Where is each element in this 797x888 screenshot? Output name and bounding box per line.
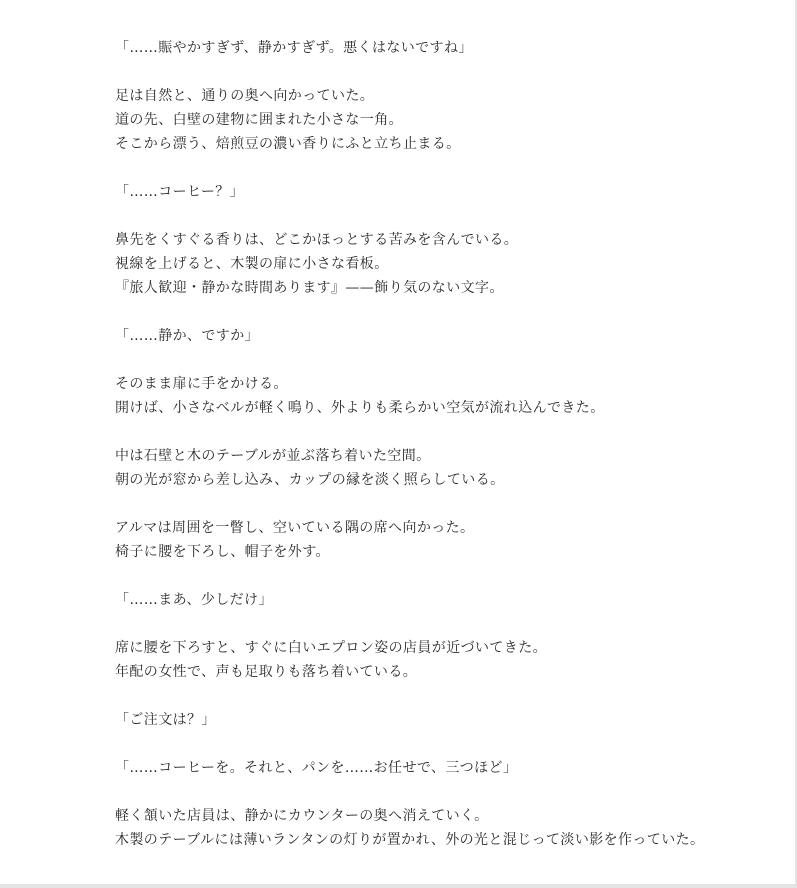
- blank-line: [115, 348, 775, 372]
- text-line: 「……静か、ですか」: [115, 328, 259, 344]
- text-line: アルマは周囲を一瞥し、空いている隅の席へ向かった。: [115, 520, 475, 536]
- blank-line: [115, 156, 775, 180]
- text-line: 『旅人歓迎・静かな時間あります』——飾り気のない文字。: [115, 280, 504, 296]
- text-line: 椅子に腰を下ろし、帽子を外す。: [115, 544, 330, 560]
- blank-line: [115, 612, 775, 636]
- blank-line: [115, 204, 775, 228]
- text-line: 開けば、小さなベルが軽く鳴り、外よりも柔らかい空気が流れ込んできた。: [115, 400, 605, 416]
- text-line: 中は石壁と木のテーブルが並ぶ落ち着いた空間。: [115, 448, 431, 464]
- text-line: 「……まあ、少しだけ」: [115, 592, 273, 608]
- blank-line: [115, 564, 775, 588]
- text-line: 「……コーヒー？」: [115, 184, 245, 200]
- text-line: 朝の光が窓から差し込み、カップの縁を淡く照らしている。: [115, 472, 505, 488]
- text-line: 席に腰を下ろすと、すぐに白いエプロン姿の店員が近づいてきた。: [115, 640, 547, 656]
- text-line: 「……賑やかすぎず、静かすぎず。悪くはないですね」: [115, 40, 473, 56]
- text-line: 「……コーヒーを。それと、パンを……お任せで、三つほど」: [115, 760, 518, 776]
- blank-line: [115, 300, 775, 324]
- text-line: 鼻先をくすぐる香りは、どこかほっとする苦みを含んでいる。: [115, 232, 519, 248]
- text-line: 年配の女性で、声も足取りも落ち着いている。: [115, 664, 418, 680]
- blank-line: [115, 492, 775, 516]
- blank-line: [115, 60, 775, 84]
- text-line: 足は自然と、通りの奥へ向かっていた。: [115, 88, 375, 104]
- text-line: 「ご注文は？」: [115, 712, 216, 728]
- blank-line: [115, 732, 775, 756]
- text-line: 軽く頷いた店員は、静かにカウンターの奥へ消えていく。: [115, 808, 489, 824]
- text-line: そこから漂う、焙煎豆の濃い香りにふと立ち止まる。: [115, 136, 461, 152]
- blank-line: [115, 780, 775, 804]
- text-line: そのまま扉に手をかける。: [115, 376, 288, 392]
- text-line: 道の先、白壁の建物に囲まれた小さな一角。: [115, 112, 403, 128]
- text-line: 木製のテーブルには薄いランタンの灯りが置かれ、外の光と混じって淡い影を作っていた。: [115, 832, 705, 848]
- story-text: [115, 36, 775, 852]
- text-line: 視線を上げると、木製の扉に小さな看板。: [115, 256, 389, 272]
- blank-line: [115, 684, 775, 708]
- blank-line: [115, 420, 775, 444]
